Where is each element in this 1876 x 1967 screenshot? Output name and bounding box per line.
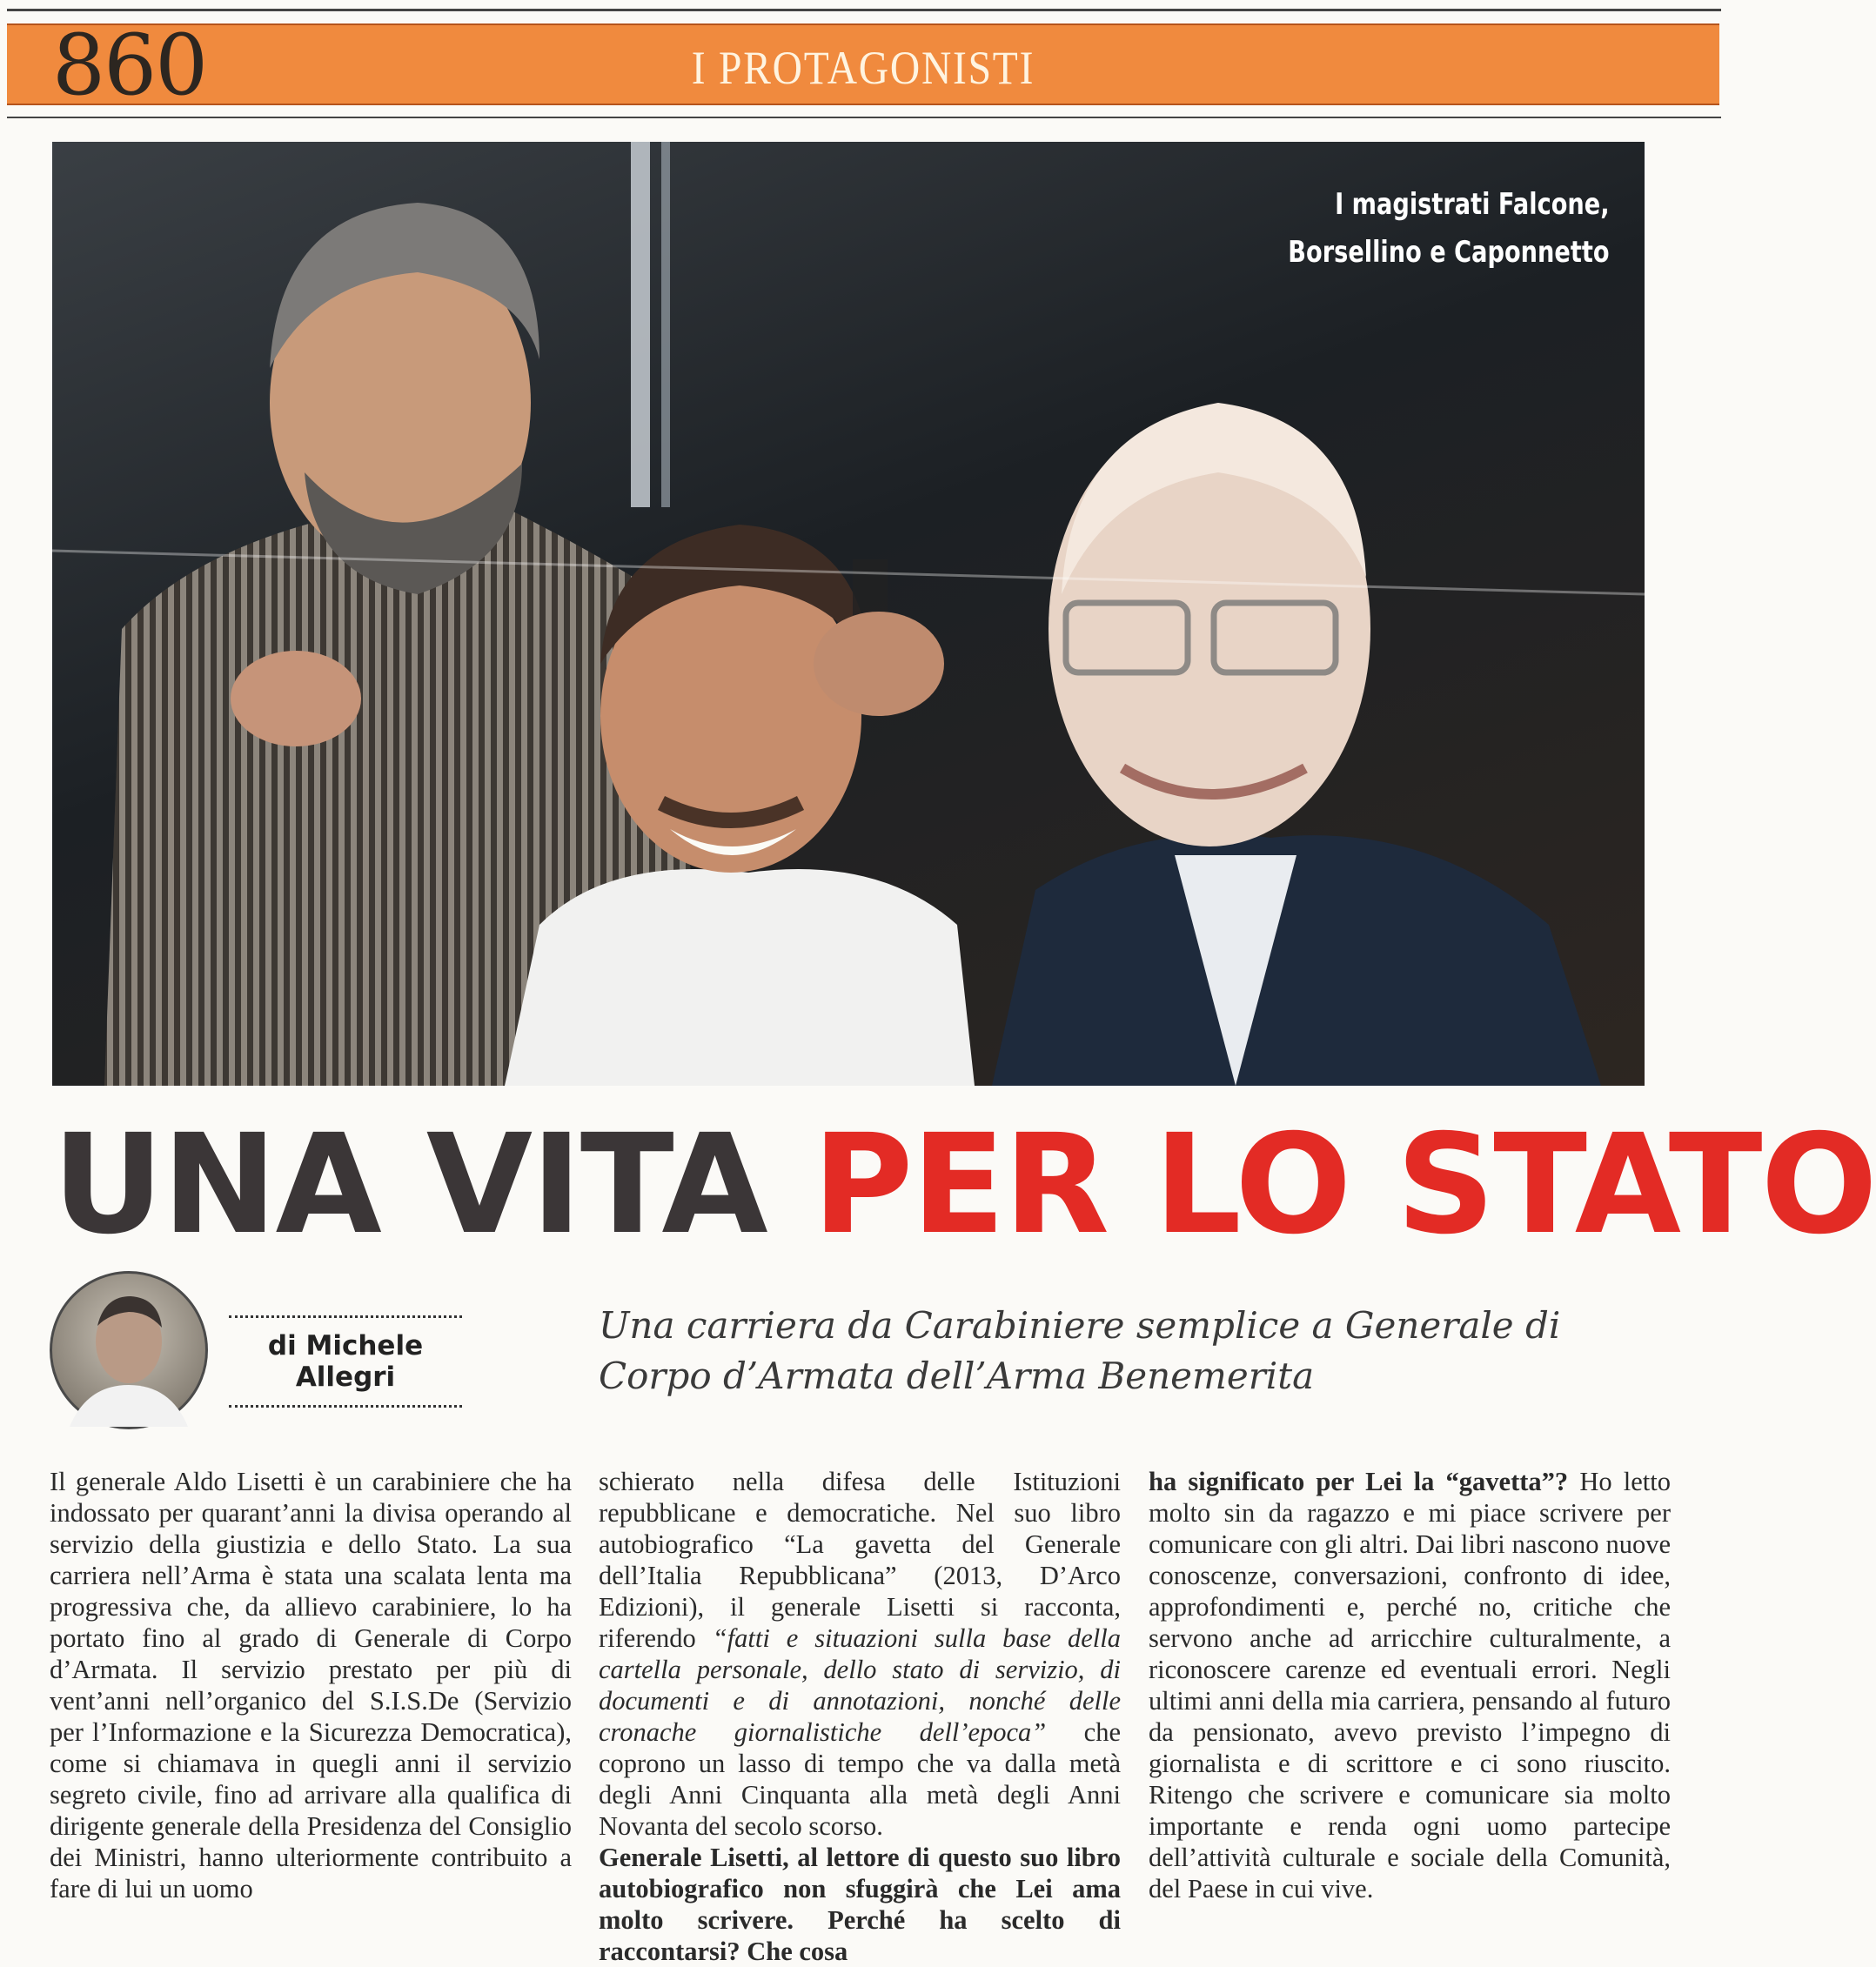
caption-line-2: Borsellino e Caponnetto — [1288, 235, 1610, 270]
column-1-text: Il generale Aldo Lisetti è un carabiniere che ha indossato per quarant’anni la divisa operando al servizio della giustizia e dello Stato. La sua carriera nell’Arma è stata una scalata lenta ma progressiva che, da allievo carabiniere, lo ha portato fino al grado di Generale di Corpo d’Armata. Il servizio prestato per più di vent’anni nell’organico del S.I.S.De (Servizio per l’Informazione e la Sicurezza Democratica), come si chiamava in quegli anni il servizio segreto civile, fino ad arrivare alla qualifica di dirigente generale della Presidenza del Consiglio dei Ministri, hanno ulteriormente contribuito a fare di lui un uomo — [50, 1467, 572, 1903]
article-subtitle: Una carriera da Carabiniere semplice a Generale di Corpo d’Armata dell’Arma Benemerita — [599, 1304, 1561, 1397]
article-column-3 — [1149, 1466, 1671, 1904]
column-2-text-a: schierato nella difesa delle Istituzioni repubblicane e democratiche. Nel suo libro autobiografico “La gavetta del Generale dell’Italia Repubblicana” (2013, D’Arco Edizioni), il generale Lisetti si racconta, riferendo — [599, 1467, 1121, 1653]
photo-caption — [1289, 181, 1610, 277]
article-column-2 — [599, 1466, 1121, 1967]
author-avatar — [50, 1271, 208, 1429]
column-2-text-b: che coprono un lasso di tempo che va dalla metà degli Anni Cinquanta alla metà degli Anni Novanta del secolo scorso. — [599, 1717, 1121, 1841]
top-rule — [7, 9, 1721, 11]
author-byline: di Michele Allegri — [229, 1315, 462, 1408]
column-2-paragraph — [599, 1466, 1121, 1842]
page-number: 860 — [52, 17, 207, 114]
headline-part-2: PER LO STATO — [812, 1105, 1876, 1265]
caption-line-1: I magistrati Falcone, — [1335, 187, 1610, 222]
column-2-question: Generale Lisetti, al lettore di questo suo libro autobiografico non sfuggirà che Lei ama molto scrivere. Perché ha scelto di raccontarsi? Che cosa — [599, 1843, 1121, 1966]
photo-illustration — [52, 142, 1645, 1086]
section-title: I PROTAGONISTI — [691, 42, 1035, 94]
column-3-answer: Ho letto molto sin da ragazzo e mi piace scrivere per comunicare con gli altri. Dai libri nascono nuove conoscenze, conversazioni, confronto di idee, approfondimenti e, perché no, critiche che servono anche ad arricchire culturalmente, a riconoscere carenze ed eventuali errori. Negli ultimi anni della mia carriera, pensando al futuro da pensionato, avevo previsto l’impegno di giornalista e di scrittore e ci sono riuscito. Ritengo che scrivere e comunicare sia molto importante e renda ogni uomo partecipe dell’attività culturale e sociale della Comunità, del Paese in cui vive. — [1149, 1467, 1671, 1903]
header-bottom-rule — [7, 117, 1721, 118]
column-2-quote: “fatti e situazioni sulla base della cartella personale, dello stato di servizio, di documenti e di annotazioni, nonché delle cronache giornalistiche dell’epoca” — [599, 1623, 1121, 1747]
section-header — [7, 17, 1719, 114]
article-column-1 — [50, 1466, 572, 1904]
headline — [52, 1105, 1876, 1265]
main-photo — [52, 142, 1645, 1086]
avatar-portrait — [52, 1274, 205, 1427]
headline-part-1: UNA VITA — [52, 1105, 813, 1265]
column-3-question: ha significato per Lei la “gavetta”? — [1149, 1467, 1569, 1496]
column-3-paragraph — [1149, 1466, 1671, 1904]
